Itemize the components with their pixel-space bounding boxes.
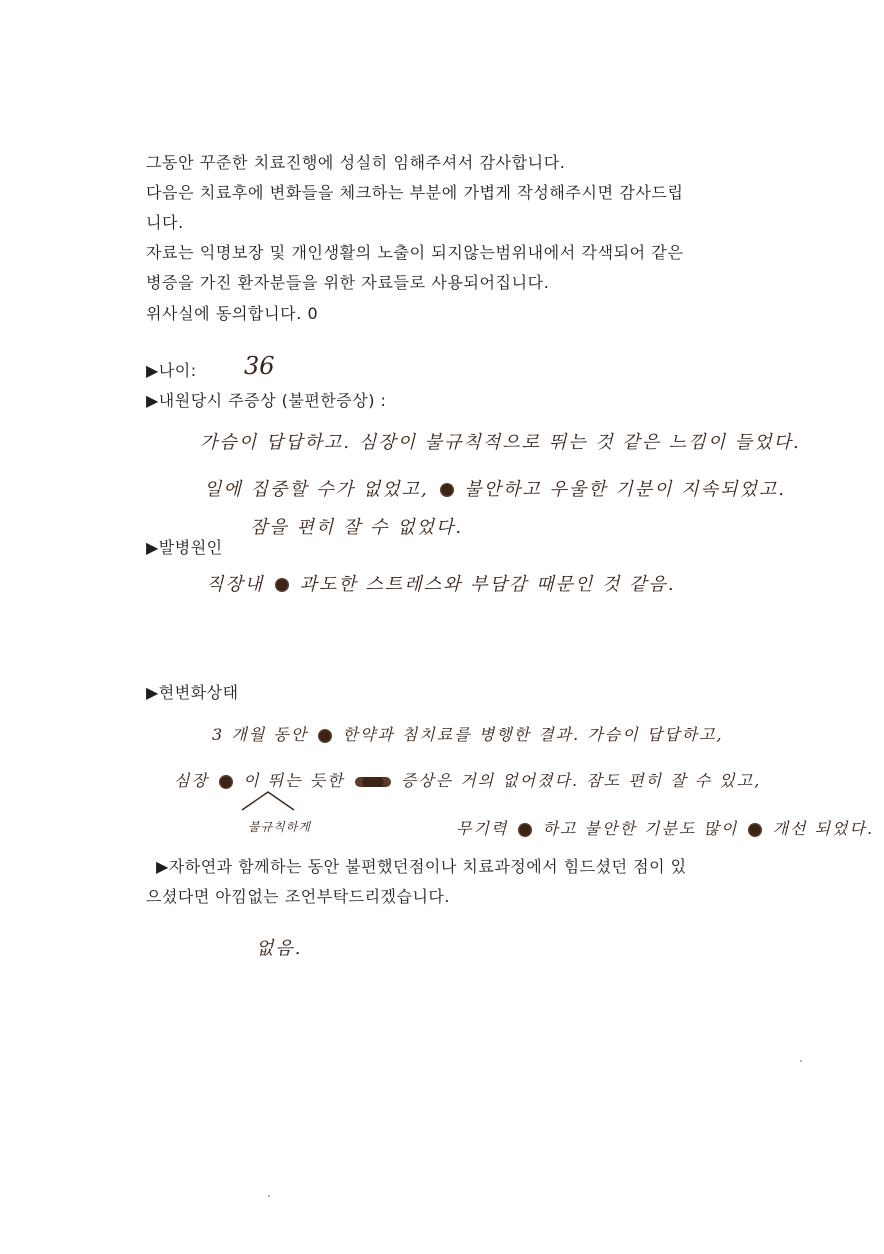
intro-line-4: 자료는 익명보장 및 개인생활의 노출이 되지않는범위내에서 각색되어 같은 (146, 243, 684, 262)
symptoms-label: ▶내원당시 주증상 (불편한증상) : (146, 391, 387, 410)
symptoms-answer-line-3: 잠을 편히 잘 수 없었다. (250, 517, 464, 538)
symptoms-answer-line-2a: 일에 집중할 수가 없었고, (204, 479, 429, 500)
cross-out-mark (219, 775, 233, 789)
current-status-label: ▶현변화상태 (146, 683, 239, 702)
advice-question-line-1: ▶자하연과 함께하는 동안 불편했던점이나 치료과정에서 힘드셨던 점이 있 (156, 857, 687, 876)
current-answer-line-1a: 3 개월 동안 (212, 725, 309, 744)
scan-speck (268, 1195, 270, 1197)
current-answer-line-3 (456, 816, 874, 839)
intro-line-3: 니다. (146, 213, 184, 232)
symptoms-answer-line-1: 가슴이 답답하고. 심장이 불규칙적으로 뛰는 것 같은 느낌이 들었다. (200, 432, 801, 453)
advice-question-line-2: 으셨다면 아낌없는 조언부탁드리겠습니다. (146, 887, 450, 906)
symptoms-answer-line-2b: 불안하고 우울한 기분이 지속되었고. (464, 479, 786, 500)
current-answer-line-1b: 한약과 침치료를 병행한 결과. 가슴이 답답하고, (342, 725, 724, 744)
current-answer-line-3a: 무기력 (456, 819, 509, 838)
intro-line-5: 병증을 가진 환자분들을 위한 자료들로 사용되어집니다. (146, 273, 550, 292)
cross-out-mark (440, 483, 454, 497)
cause-answer-a: 직장내 (206, 574, 265, 595)
cause-label: ▶발병원인 (146, 538, 223, 557)
age-answer: 36 (244, 352, 275, 380)
cause-answer (206, 570, 676, 596)
cause-answer-b: 과도한 스트레스와 부담감 때문인 것 같음. (299, 574, 676, 595)
intro-line-2: 다음은 치료후에 변화들을 체크하는 부분에 가볍게 작성해주시면 감사드립 (146, 183, 684, 202)
consent-line: 위사실에 동의합니다. 0 (146, 304, 319, 323)
cross-out-mark (275, 578, 289, 592)
current-answer-line-3c: 개선 되었다. (772, 819, 875, 838)
current-answer-line-3b: 하고 불안한 기분도 많이 (542, 819, 739, 838)
current-answer-line-1 (212, 722, 724, 745)
cross-out-mark (518, 823, 532, 837)
current-answer-line-2b: 이 뛰는 듯한 (243, 771, 345, 790)
advice-answer: 없음. (256, 938, 303, 959)
current-answer-line-2 (174, 768, 761, 791)
current-answer-line-2c: 증상은 거의 없어졌다. 잠도 편히 잘 수 있고, (400, 771, 762, 790)
cross-out-mark (355, 777, 391, 787)
intro-line-1: 그동안 꾸준한 치료진행에 성실히 임해주셔서 감사합니다. (146, 153, 566, 172)
insertion-caret (240, 790, 296, 812)
symptoms-answer-line-2 (204, 475, 786, 501)
scan-speck (800, 1060, 802, 1062)
cross-out-mark (318, 729, 332, 743)
current-answer-line-2a: 심장 (174, 771, 209, 790)
insertion-note: 불규칙하게 (248, 820, 311, 834)
cross-out-mark (748, 823, 762, 837)
age-label: ▶나이: (146, 361, 197, 380)
